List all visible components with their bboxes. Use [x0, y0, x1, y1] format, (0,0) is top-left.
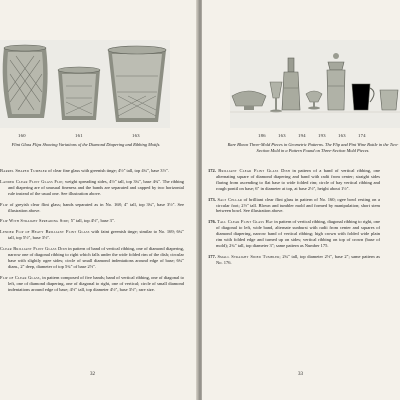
figure-number: 186 — [258, 133, 266, 138]
three-mold-pieces-photo — [230, 40, 400, 128]
figure-number: 163 — [132, 133, 140, 138]
catalog-entry: 172. Brilliant Clear Flint Glass Dish in pattern of a band of vertical ribbing, one alternating square of diamond diapering and band with radii from center; straight sides flaring from ascending to flat base to wide folded rim; circle of bay vertical ribbing and rough pontil on base; 6" in diameter at top, at base 2½", height about 1½". — [208, 168, 380, 191]
right-entries — [208, 168, 380, 271]
figure-number: 163 — [338, 133, 346, 138]
left-caption: Flint Glass Flips Showing Variations of the Diamond Diapering and Ribbing Motifs. — [11, 142, 161, 147]
left-entries — [0, 168, 184, 298]
glass-flips-photo — [0, 40, 170, 128]
figure-number: 163 — [278, 133, 286, 138]
catalog-entry: Flip With Straight Spreading Side; 5" tall, top 4½", base 3". — [0, 218, 115, 224]
catalog-entry: Lender Flip of Heavy Brilliant Flint Glass with faint greenish tinge; similar to No. 169; 6¾" tall, top 5½", base 3½". — [0, 229, 184, 241]
small-flip-image — [58, 67, 100, 120]
right-page — [202, 0, 400, 400]
catalog-entry: 177. Small Straight Sided Tumbler; 2¾" tall, top diameter 2½", base 2"; same pattern as No. 176. — [208, 253, 380, 265]
figure-number: 160 — [18, 133, 26, 138]
left-page-number: 32 — [90, 372, 95, 377]
right-page-number: 33 — [298, 372, 303, 377]
figure-number: 161 — [75, 133, 83, 138]
figure-number: 174 — [358, 133, 366, 138]
catalog-entry: Flip of greyish clear flint glass; bands separated as in No. 168; 4" tall, top 3¾", base 3½". See illustration above. — [0, 201, 185, 213]
left-plate-photo — [0, 40, 170, 128]
catalog-entry: Clear Brilliant Flint Glass Dish in pattern of band of vertical ribbing, one of diamond diapering, narrow one of diagonal ribbing to right which falls under the wide folded rim of the dish; circular base with slightly ogee sides; circle of small diamond indentations around edge of base; 6¾" diam., 2" deep, diameter of top 5¾" of base 2½". — [0, 246, 184, 269]
figure-number: 194 — [298, 133, 306, 138]
tumbler-image — [380, 90, 398, 110]
catalog-entry: Flip of Clear Glass, in pattern composed of five bands; band of vertical ribbing, one of diagonal to left, one of diamond diapering, one of diagonal to right, one of vertical; circle of small diamond indentations around edge of base; 4½" tall, top diameter 4½", base 3½"; rare size. — [0, 274, 185, 292]
left-page — [0, 0, 198, 400]
tall-flip-image — [108, 46, 166, 122]
right-caption: Rare Blown Three-Mold Pieces in Geometric Patterns. The Flip and Pint Wine Bottle in the Two-Section Mold in a Pattern Found on Three-Section Mold Pieces. — [227, 142, 399, 153]
catalog-entry: Lander Clear Flint Glass Flip; weight spreading sides, 4½" tall, top 3¾", base 4¾". The ribbing and diapering are of unusual fineness and the bands are separated and capped by two horizontal rule instead of the usual one. See illustration above. — [0, 178, 184, 196]
catalog-entry: Barrel Shaped Tumbler of clear fine glass with greenish tinge; 4½" tall, top 4¾", base 3½". — [0, 168, 169, 173]
catalog-entry: 176. Tall Clear Flint Glass Hat in pattern of vertical ribbing, diagonal ribbing to right, one of diagonal to left, wide band, alternate sunburst with radii from center and squares of diamond diapering, narrow band of vertical ribbing; high crown with folded wide plain rim with folded edge and turned up on sides; vertical ribbing on top of crown (base of mold); 2¾" tall, top diameter 3"; same pattern as Number 175. — [208, 219, 381, 248]
figure-number: 193 — [318, 133, 326, 138]
right-plate-photo — [230, 40, 400, 128]
catalog-entry: 173. Salt Cellar of brilliant clear flint glass in pattern of No. 160; ogee bowl resting on a circular foot; 2½" tall. Blown and tumbler mold and formed by manipulation; short stem between bowl. See illustration above. — [208, 196, 381, 214]
barrel-tumbler-image — [3, 45, 48, 118]
